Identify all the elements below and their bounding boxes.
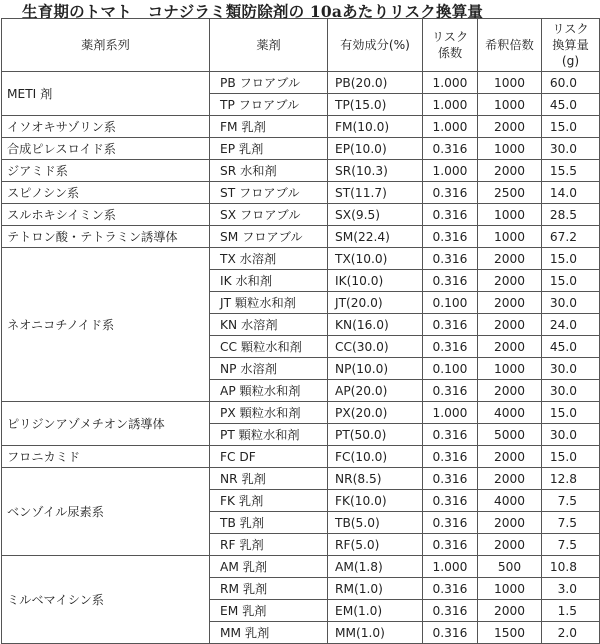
ingredient-cell: SM(22.4) — [328, 226, 423, 248]
risk-factor-cell: 0.316 — [423, 534, 478, 556]
risk-factor-cell: 1.000 — [423, 116, 478, 138]
product-cell: PB フロアブル — [210, 72, 328, 94]
table-row — [2, 468, 600, 490]
header-series: 薬剤系列 — [2, 19, 210, 72]
risk-factor-cell: 0.316 — [423, 490, 478, 512]
product-cell: NR 乳剤 — [210, 468, 328, 490]
product-cell: FK 乳剤 — [210, 490, 328, 512]
risk-amount-cell: 3.0 — [542, 578, 600, 600]
series-cell: ミルベマイシン系 — [2, 556, 210, 644]
dilution-cell: 1000 — [478, 72, 542, 94]
risk-amount-cell: 14.0 — [542, 182, 600, 204]
ingredient-cell: ST(11.7) — [328, 182, 423, 204]
ingredient-cell: FC(10.0) — [328, 446, 423, 468]
ingredient-cell: EM(1.0) — [328, 600, 423, 622]
product-cell: FC DF — [210, 446, 328, 468]
product-cell: FM 乳剤 — [210, 116, 328, 138]
ingredient-cell: NR(8.5) — [328, 468, 423, 490]
product-cell: CC 顆粒水和剤 — [210, 336, 328, 358]
dilution-cell: 1000 — [478, 204, 542, 226]
dilution-cell: 5000 — [478, 424, 542, 446]
risk-factor-cell: 0.100 — [423, 292, 478, 314]
header-risk-factor: リスク 係数 — [423, 19, 478, 72]
risk-amount-cell: 7.5 — [542, 490, 600, 512]
ingredient-cell: AM(1.8) — [328, 556, 423, 578]
dilution-cell: 2000 — [478, 600, 542, 622]
table-row — [2, 204, 600, 226]
table-row — [2, 248, 600, 270]
product-cell: SX フロアブル — [210, 204, 328, 226]
table-row — [2, 116, 600, 138]
risk-factor-cell: 1.000 — [423, 72, 478, 94]
product-cell: RM 乳剤 — [210, 578, 328, 600]
product-cell: EP 乳剤 — [210, 138, 328, 160]
product-cell: TX 水溶剤 — [210, 248, 328, 270]
risk-factor-cell: 1.000 — [423, 160, 478, 182]
risk-factor-cell: 0.316 — [423, 182, 478, 204]
product-cell: SM フロアブル — [210, 226, 328, 248]
product-cell: TB 乳剤 — [210, 512, 328, 534]
table-row — [2, 446, 600, 468]
table-row — [2, 182, 600, 204]
dilution-cell: 2000 — [478, 292, 542, 314]
product-cell: SR 水和剤 — [210, 160, 328, 182]
dilution-cell: 4000 — [478, 490, 542, 512]
series-cell: ピリジンアゾメチオン誘導体 — [2, 402, 210, 446]
product-cell: KN 水溶剤 — [210, 314, 328, 336]
risk-amount-cell: 30.0 — [542, 358, 600, 380]
table-row — [2, 160, 600, 182]
risk-factor-cell: 0.316 — [423, 380, 478, 402]
risk-amount-cell: 15.5 — [542, 160, 600, 182]
series-cell: ベンゾイル尿素系 — [2, 468, 210, 556]
risk-amount-cell: 7.5 — [542, 534, 600, 556]
risk-factor-cell: 0.316 — [423, 336, 478, 358]
risk-amount-cell: 10.8 — [542, 556, 600, 578]
risk-factor-cell: 0.316 — [423, 204, 478, 226]
header-dilution: 希釈倍数 — [478, 19, 542, 72]
ingredient-cell: IK(10.0) — [328, 270, 423, 292]
risk-table — [1, 18, 600, 644]
risk-factor-cell: 0.316 — [423, 578, 478, 600]
series-cell: スピノシン系 — [2, 182, 210, 204]
risk-factor-cell: 0.316 — [423, 446, 478, 468]
risk-amount-cell: 15.0 — [542, 248, 600, 270]
ingredient-cell: FM(10.0) — [328, 116, 423, 138]
ingredient-cell: KN(16.0) — [328, 314, 423, 336]
dilution-cell: 4000 — [478, 402, 542, 424]
dilution-cell: 2000 — [478, 468, 542, 490]
risk-amount-cell: 28.5 — [542, 204, 600, 226]
product-cell: PT 顆粒水和剤 — [210, 424, 328, 446]
risk-factor-cell: 0.316 — [423, 600, 478, 622]
dilution-cell: 1500 — [478, 622, 542, 644]
dilution-cell: 2000 — [478, 336, 542, 358]
dilution-cell: 1000 — [478, 138, 542, 160]
series-cell: ネオニコチノイド系 — [2, 248, 210, 402]
risk-amount-cell: 30.0 — [542, 380, 600, 402]
product-cell: PX 顆粒水和剤 — [210, 402, 328, 424]
ingredient-cell: PT(50.0) — [328, 424, 423, 446]
product-cell: ST フロアブル — [210, 182, 328, 204]
risk-amount-cell: 60.0 — [542, 72, 600, 94]
dilution-cell: 2000 — [478, 248, 542, 270]
table-row — [2, 556, 600, 578]
table-row — [2, 138, 600, 160]
risk-factor-cell: 0.316 — [423, 622, 478, 644]
risk-factor-cell: 0.100 — [423, 358, 478, 380]
table-body — [2, 72, 600, 644]
risk-amount-cell: 15.0 — [542, 116, 600, 138]
ingredient-cell: JT(20.0) — [328, 292, 423, 314]
risk-amount-cell: 12.8 — [542, 468, 600, 490]
product-cell: JT 顆粒水和剤 — [210, 292, 328, 314]
dilution-cell: 1000 — [478, 226, 542, 248]
risk-factor-cell: 0.316 — [423, 468, 478, 490]
product-cell: AP 顆粒水和剤 — [210, 380, 328, 402]
dilution-cell: 2000 — [478, 512, 542, 534]
ingredient-cell: RF(5.0) — [328, 534, 423, 556]
product-cell: AM 乳剤 — [210, 556, 328, 578]
risk-factor-cell: 0.316 — [423, 512, 478, 534]
risk-amount-cell: 45.0 — [542, 94, 600, 116]
dilution-cell: 1000 — [478, 578, 542, 600]
risk-amount-cell: 15.0 — [542, 270, 600, 292]
product-cell: RF 乳剤 — [210, 534, 328, 556]
dilution-cell: 2000 — [478, 534, 542, 556]
ingredient-cell: FK(10.0) — [328, 490, 423, 512]
risk-factor-cell: 0.316 — [423, 226, 478, 248]
series-cell: ジアミド系 — [2, 160, 210, 182]
risk-amount-cell: 15.0 — [542, 446, 600, 468]
dilution-cell: 1000 — [478, 94, 542, 116]
product-cell: IK 水和剤 — [210, 270, 328, 292]
ingredient-cell: CC(30.0) — [328, 336, 423, 358]
risk-amount-cell: 67.2 — [542, 226, 600, 248]
ingredient-cell: NP(10.0) — [328, 358, 423, 380]
product-cell: MM 乳剤 — [210, 622, 328, 644]
dilution-cell: 2500 — [478, 182, 542, 204]
header-risk-amount: リスク 換算量 (g) — [542, 19, 600, 72]
risk-factor-cell: 1.000 — [423, 402, 478, 424]
ingredient-cell: RM(1.0) — [328, 578, 423, 600]
risk-factor-cell: 0.316 — [423, 314, 478, 336]
ingredient-cell: PX(20.0) — [328, 402, 423, 424]
table-row — [2, 72, 600, 94]
dilution-cell: 1000 — [478, 358, 542, 380]
series-cell: テトロン酸・テトラミン誘導体 — [2, 226, 210, 248]
ingredient-cell: PB(20.0) — [328, 72, 423, 94]
product-cell: EM 乳剤 — [210, 600, 328, 622]
risk-amount-cell: 30.0 — [542, 138, 600, 160]
risk-amount-cell: 15.0 — [542, 402, 600, 424]
dilution-cell: 2000 — [478, 380, 542, 402]
ingredient-cell: SR(10.3) — [328, 160, 423, 182]
series-cell: 合成ピレスロイド系 — [2, 138, 210, 160]
risk-amount-cell: 7.5 — [542, 512, 600, 534]
dilution-cell: 2000 — [478, 314, 542, 336]
header-row — [2, 19, 600, 72]
series-cell: イソオキサゾリン系 — [2, 116, 210, 138]
table-row — [2, 226, 600, 248]
table-row — [2, 402, 600, 424]
series-cell: フロニカミド — [2, 446, 210, 468]
ingredient-cell: TX(10.0) — [328, 248, 423, 270]
risk-factor-cell: 0.316 — [423, 270, 478, 292]
risk-factor-cell: 0.316 — [423, 138, 478, 160]
risk-factor-cell: 0.316 — [423, 248, 478, 270]
header-ingredient: 有効成分(%) — [328, 19, 423, 72]
ingredient-cell: EP(10.0) — [328, 138, 423, 160]
risk-amount-cell: 30.0 — [542, 424, 600, 446]
dilution-cell: 500 — [478, 556, 542, 578]
risk-factor-cell: 1.000 — [423, 556, 478, 578]
ingredient-cell: MM(1.0) — [328, 622, 423, 644]
product-cell: NP 水溶剤 — [210, 358, 328, 380]
risk-factor-cell: 1.000 — [423, 94, 478, 116]
risk-amount-cell: 24.0 — [542, 314, 600, 336]
risk-amount-cell: 1.5 — [542, 600, 600, 622]
ingredient-cell: SX(9.5) — [328, 204, 423, 226]
ingredient-cell: TP(15.0) — [328, 94, 423, 116]
dilution-cell: 2000 — [478, 270, 542, 292]
risk-amount-cell: 30.0 — [542, 292, 600, 314]
dilution-cell: 2000 — [478, 446, 542, 468]
risk-factor-cell: 0.316 — [423, 424, 478, 446]
page-title: 生育期のトマト コナジラミ類防除剤の 10aあたりリスク換算量 — [22, 2, 484, 21]
risk-amount-cell: 2.0 — [542, 622, 600, 644]
risk-amount-cell: 45.0 — [542, 336, 600, 358]
ingredient-cell: TB(5.0) — [328, 512, 423, 534]
series-cell: スルホキシイミン系 — [2, 204, 210, 226]
ingredient-cell: AP(20.0) — [328, 380, 423, 402]
series-cell: METI 剤 — [2, 72, 210, 116]
dilution-cell: 2000 — [478, 160, 542, 182]
dilution-cell: 2000 — [478, 116, 542, 138]
product-cell: TP フロアブル — [210, 94, 328, 116]
header-product: 薬剤 — [210, 19, 328, 72]
